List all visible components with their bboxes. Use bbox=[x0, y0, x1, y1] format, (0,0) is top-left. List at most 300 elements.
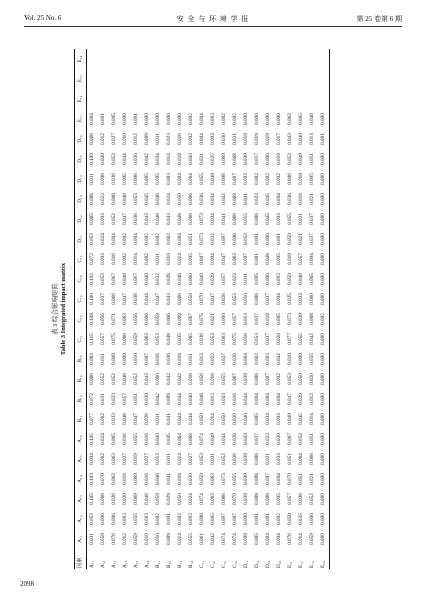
table-cell: 0.063 bbox=[209, 493, 216, 505]
table-cell: 0.003 bbox=[99, 253, 106, 265]
column-header: D₁₁ bbox=[76, 235, 83, 243]
table-cell: 0.066 bbox=[110, 293, 117, 305]
table-cell: 0.048 bbox=[297, 273, 304, 285]
column-header: C₁₁ bbox=[76, 335, 83, 343]
table-cell: 0.044 bbox=[242, 393, 249, 405]
table-cell: 0.035 bbox=[176, 333, 183, 345]
table-cell: 0.073 bbox=[286, 313, 293, 325]
table-cell: 0.024 bbox=[187, 493, 194, 505]
table-cell: 0.053 bbox=[209, 333, 216, 345]
table-cell: 0.004 bbox=[264, 533, 271, 545]
row-label: A₁₃ bbox=[110, 560, 117, 568]
table-cell: 0.021 bbox=[308, 473, 315, 485]
table-cell: 0.033 bbox=[110, 393, 117, 405]
table-cell: 0.020 bbox=[308, 373, 315, 385]
table-cell: 0.083 bbox=[88, 353, 95, 365]
table-row bbox=[120, 49, 131, 569]
table-row bbox=[252, 49, 263, 569]
table-cell: 0.046 bbox=[154, 473, 161, 485]
table-cell: 0.005 bbox=[253, 533, 260, 545]
table-cell: 0.018 bbox=[209, 373, 216, 385]
table-row bbox=[131, 49, 142, 569]
table-cell: 0.000 bbox=[319, 253, 326, 265]
table-cell: 0.040 bbox=[198, 273, 205, 285]
table-cell: 0.047 bbox=[154, 293, 161, 305]
table-cell: 0.059 bbox=[99, 533, 106, 545]
table-cell: 0.075 bbox=[110, 333, 117, 345]
table-cell: 0.115 bbox=[88, 333, 95, 345]
table-cell: 0.051 bbox=[297, 473, 304, 485]
table-cell: 0.063 bbox=[110, 453, 117, 465]
table-cell: 0.027 bbox=[187, 453, 194, 465]
table-cell: 0.021 bbox=[264, 453, 271, 465]
table-cell: 0.042 bbox=[165, 373, 172, 385]
table-cell: 0.027 bbox=[110, 133, 117, 145]
table-cell: 0.014 bbox=[297, 533, 304, 545]
table-cell: 0.066 bbox=[165, 313, 172, 325]
table-cell: 0.000 bbox=[319, 173, 326, 185]
table-cell: 0.009 bbox=[143, 133, 150, 145]
table-cell: 0.036 bbox=[198, 193, 205, 205]
table-cell: 0.004 bbox=[242, 353, 249, 365]
table-cell: 0.072 bbox=[88, 393, 95, 405]
table-cell: 0.000 bbox=[242, 113, 249, 125]
table-cell: 0.068 bbox=[88, 133, 95, 145]
table-cell: 0.008 bbox=[198, 513, 205, 525]
table-cell: 0.109 bbox=[88, 313, 95, 325]
table-cell: 0.017 bbox=[253, 153, 260, 165]
table-cell: 0.100 bbox=[88, 293, 95, 305]
table-cell: 0.003 bbox=[99, 213, 106, 225]
table-cell: 0.013 bbox=[209, 393, 216, 405]
table-cell: 0.068 bbox=[99, 493, 106, 505]
table-row bbox=[318, 49, 330, 569]
table-cell: 0.042 bbox=[275, 353, 282, 365]
table-cell: 0.070 bbox=[286, 473, 293, 485]
table-cell: 0.060 bbox=[154, 373, 161, 385]
table-cell: 0.068 bbox=[231, 213, 238, 225]
table-cell: 0.064 bbox=[176, 433, 183, 445]
table-cell: 0.004 bbox=[209, 253, 216, 265]
table-cell: 0.046 bbox=[308, 113, 315, 125]
column-header: B₁₂ bbox=[76, 395, 83, 403]
row-label: E₁₃ bbox=[308, 561, 315, 568]
table-cell: 0.076 bbox=[110, 533, 117, 545]
row-label: D₁₂ bbox=[253, 560, 260, 568]
table-cell: 0.004 bbox=[176, 173, 183, 185]
table-cell: 0.068 bbox=[308, 313, 315, 325]
table-row bbox=[175, 49, 186, 569]
table-cell: 0.044 bbox=[176, 413, 183, 425]
table-cell: 0.047 bbox=[121, 213, 128, 225]
table-cell: 0.002 bbox=[253, 173, 260, 185]
table-cell: 0.017 bbox=[275, 133, 282, 145]
table-cell: 0.056 bbox=[99, 313, 106, 325]
table-cell: 0.030 bbox=[220, 133, 227, 145]
table-cell: 0.007 bbox=[220, 233, 227, 245]
table-cell: 0.043 bbox=[143, 213, 150, 225]
table-cell: 0.021 bbox=[308, 193, 315, 205]
table-cell: 0.031 bbox=[198, 153, 205, 165]
table-cell: 0.026 bbox=[143, 413, 150, 425]
table-caption-en: Table 3 Integrated impact matrix bbox=[60, 262, 67, 356]
table-cell: 0.046 bbox=[121, 373, 128, 385]
table-cell: 0.043 bbox=[286, 133, 293, 145]
table-cell: 0.056 bbox=[132, 313, 139, 325]
table-cell: 0.057 bbox=[231, 313, 238, 325]
table-cell: 0.037 bbox=[264, 333, 271, 345]
table-cell: 0.004 bbox=[264, 393, 271, 405]
table-cell: 0.013 bbox=[308, 133, 315, 145]
table-cell: 0.037 bbox=[264, 293, 271, 305]
table-cell: 0.067 bbox=[132, 273, 139, 285]
table-cell: 0.001 bbox=[319, 133, 326, 145]
table-cell: 0.061 bbox=[198, 533, 205, 545]
table-cell: 0.060 bbox=[220, 313, 227, 325]
row-label: A₁₆ bbox=[143, 560, 150, 568]
table-cell: 0.007 bbox=[220, 513, 227, 525]
table-cell: 0.000 bbox=[319, 153, 326, 165]
table-cell: 0.003 bbox=[143, 513, 150, 525]
table-cell: 0.005 bbox=[110, 113, 117, 125]
table-cell: 0.010 bbox=[286, 353, 293, 365]
table-cell: 0.038 bbox=[231, 453, 238, 465]
table-row bbox=[142, 49, 153, 569]
table-cell: 0.034 bbox=[264, 413, 271, 425]
table-cell: 0.000 bbox=[319, 493, 326, 505]
table-cell: 0.066 bbox=[187, 213, 194, 225]
table-cell: 0.039 bbox=[242, 153, 249, 165]
table-cell: 0.005 bbox=[253, 273, 260, 285]
table-cell: 0.000 bbox=[319, 113, 326, 125]
table-cell: 0.036 bbox=[132, 153, 139, 165]
table-cell: 0.066 bbox=[121, 333, 128, 345]
table-cell: 0.004 bbox=[253, 393, 260, 405]
column-header: A₁₂ bbox=[76, 515, 83, 523]
table-row bbox=[219, 49, 230, 569]
table-cell: 0.006 bbox=[110, 513, 117, 525]
table-cell: 0.020 bbox=[275, 433, 282, 445]
table-cell: 0.013 bbox=[198, 353, 205, 365]
table-cell: 0.057 bbox=[286, 493, 293, 505]
table-cell: 0.020 bbox=[275, 333, 282, 345]
table-cell: 0.023 bbox=[231, 273, 238, 285]
table-cell: 0.063 bbox=[220, 333, 227, 345]
table-cell: 0.007 bbox=[198, 253, 205, 265]
table-cell: 0.024 bbox=[99, 433, 106, 445]
table-cell: 0.002 bbox=[154, 513, 161, 525]
table-cell: 0.070 bbox=[198, 293, 205, 305]
table-cell: 0.044 bbox=[121, 153, 128, 165]
table-cell: 0.006 bbox=[286, 173, 293, 185]
table-cell: 0.002 bbox=[319, 313, 326, 325]
table-cell: 0.003 bbox=[209, 133, 216, 145]
table-cell: 0.102 bbox=[88, 273, 95, 285]
table-cell: 0.077 bbox=[286, 333, 293, 345]
table-cell: 0.040 bbox=[242, 413, 249, 425]
table-cell: 0.012 bbox=[121, 533, 128, 545]
table-cell: 0.014 bbox=[165, 153, 172, 165]
table-cell: 0.016 bbox=[176, 133, 183, 145]
table-cell: 0.010 bbox=[165, 253, 172, 265]
column-header: B₁₃ bbox=[76, 375, 83, 383]
table-cell: 0.019 bbox=[264, 313, 271, 325]
table-cell: 0.005 bbox=[253, 413, 260, 425]
table-cell: 0.059 bbox=[132, 333, 139, 345]
table-cell: 0.043 bbox=[165, 293, 172, 305]
table-cell: 0.003 bbox=[165, 173, 172, 185]
table-cell: 0.053 bbox=[198, 453, 205, 465]
table-cell: 0.000 bbox=[264, 113, 271, 125]
table-cell: 0.039 bbox=[242, 473, 249, 485]
table-cell: 0.055 bbox=[297, 333, 304, 345]
table-cell: 0.039 bbox=[143, 393, 150, 405]
table-cell: 0.052 bbox=[220, 453, 227, 465]
table-body bbox=[87, 49, 330, 569]
table-cell: 0.003 bbox=[264, 353, 271, 365]
journal-title: 安 全 与 环 境 学 报 bbox=[176, 15, 250, 23]
table-cell: 0.045 bbox=[297, 413, 304, 425]
table-cell: 0.049 bbox=[209, 433, 216, 445]
table-cell: 0.070 bbox=[231, 493, 238, 505]
table-cell: 0.024 bbox=[165, 193, 172, 205]
table-cell: 0.003 bbox=[275, 273, 282, 285]
table-cell: 0.042 bbox=[209, 533, 216, 545]
table-cell: 0.003 bbox=[275, 213, 282, 225]
table-cell: 0.062 bbox=[99, 413, 106, 425]
row-label: B₁₂ bbox=[165, 560, 172, 568]
table-cell: 0.046 bbox=[143, 493, 150, 505]
table-cell: 0.045 bbox=[264, 213, 271, 225]
table-cell: 0.037 bbox=[99, 293, 106, 305]
table-cell: 0.045 bbox=[143, 193, 150, 205]
row-label: E₁₁ bbox=[286, 561, 293, 568]
table-cell: 0.050 bbox=[297, 373, 304, 385]
row-label: A₁₅ bbox=[132, 560, 139, 568]
table-cell: 0.006 bbox=[99, 173, 106, 185]
table-cell: 0.011 bbox=[165, 453, 172, 465]
table-cell: 0.063 bbox=[286, 113, 293, 125]
table-cell: 0.052 bbox=[286, 153, 293, 165]
table-cell: 0.014 bbox=[176, 533, 183, 545]
table-cell: 0.027 bbox=[143, 453, 150, 465]
table-cell: 0.031 bbox=[99, 393, 106, 405]
table-cell: 0.105 bbox=[88, 493, 95, 505]
table-cell: 0.004 bbox=[110, 233, 117, 245]
table-cell: 0.003 bbox=[275, 413, 282, 425]
column-header: D₁₅ bbox=[76, 155, 83, 163]
table-cell: 0.028 bbox=[231, 433, 238, 445]
table-cell: 0.004 bbox=[198, 113, 205, 125]
table-cell: 0.052 bbox=[297, 433, 304, 445]
table-cell: 0.010 bbox=[132, 353, 139, 365]
table-cell: 0.000 bbox=[176, 113, 183, 125]
table-cell: 0.094 bbox=[88, 453, 95, 465]
column-header: A₁₄ bbox=[76, 475, 83, 483]
table-cell: 0.073 bbox=[198, 233, 205, 245]
table-cell: 0.039 bbox=[242, 453, 249, 465]
table-cell: 0.044 bbox=[187, 413, 194, 425]
table-cell: 0.067 bbox=[231, 373, 238, 385]
table-row bbox=[263, 49, 274, 569]
table-cell: 0.000 bbox=[319, 193, 326, 205]
table-cell: 0.052 bbox=[99, 373, 106, 385]
table-cell: 0.100 bbox=[88, 153, 95, 165]
table-cell: 0.050 bbox=[176, 193, 183, 205]
table-cell: 0.002 bbox=[143, 253, 150, 265]
column-header: D₁₂ bbox=[76, 215, 83, 223]
table-cell: 0.011 bbox=[242, 273, 249, 285]
table-cell: 0.034 bbox=[154, 153, 161, 165]
table-cell: 0.037 bbox=[308, 233, 315, 245]
table-cell: 0.067 bbox=[110, 273, 117, 285]
table-cell: 0.019 bbox=[132, 453, 139, 465]
table-cell: 0.059 bbox=[154, 313, 161, 325]
running-header bbox=[24, 14, 402, 26]
row-label: C₁₄ bbox=[231, 560, 238, 568]
table-cell: 0.002 bbox=[165, 233, 172, 245]
table-cell: 0.000 bbox=[242, 513, 249, 525]
table-cell: 0.059 bbox=[308, 533, 315, 545]
table-cell: 0.000 bbox=[143, 113, 150, 125]
table-cell: 0.024 bbox=[99, 233, 106, 245]
table-cell: 0.046 bbox=[198, 393, 205, 405]
table-cell: 0.068 bbox=[110, 193, 117, 205]
volume-issue-cn: 第 25 卷第 6 期 bbox=[356, 15, 402, 23]
table-cell: 0.000 bbox=[319, 453, 326, 465]
rotated-table-block bbox=[50, 49, 377, 569]
row-label: E₁₄ bbox=[319, 561, 326, 568]
table-cell: 0.008 bbox=[220, 173, 227, 185]
table-cell: 0.014 bbox=[176, 253, 183, 265]
table-cell: 0.018 bbox=[187, 373, 194, 385]
table-row bbox=[307, 49, 318, 569]
table-cell: 0.038 bbox=[297, 493, 304, 505]
table-cell: 0.041 bbox=[242, 193, 249, 205]
table-cell: 0.042 bbox=[143, 153, 150, 165]
table-cell: 0.033 bbox=[275, 453, 282, 465]
table-cell: 0.085 bbox=[88, 213, 95, 225]
table-cell: 0.063 bbox=[110, 473, 117, 485]
table-row bbox=[153, 49, 164, 569]
table-cell: 0.035 bbox=[308, 353, 315, 365]
table-cell: 0.007 bbox=[143, 353, 150, 365]
table-cell: 0.002 bbox=[253, 353, 260, 365]
table-cell: 0.074 bbox=[198, 433, 205, 445]
table-cell: 0.002 bbox=[275, 513, 282, 525]
table-cell: 0.010 bbox=[242, 293, 249, 305]
table-cell: 0.074 bbox=[198, 493, 205, 505]
table-cell: 0.039 bbox=[242, 373, 249, 385]
table-cell: 0.007 bbox=[264, 373, 271, 385]
table-cell: 0.004 bbox=[275, 193, 282, 205]
table-cell: 0.031 bbox=[209, 453, 216, 465]
table-cell: 0.057 bbox=[297, 253, 304, 265]
table-cell: 0.002 bbox=[231, 113, 238, 125]
table-cell: 0.048 bbox=[176, 213, 183, 225]
table-cell: 0.005 bbox=[275, 313, 282, 325]
table-cell: 0.010 bbox=[154, 533, 161, 545]
column-header: B₁₄ bbox=[76, 355, 83, 363]
table-cell: 0.000 bbox=[319, 513, 326, 525]
table-cell: 0.085 bbox=[187, 333, 194, 345]
table-cell: 0.069 bbox=[132, 473, 139, 485]
column-header: B₁₁ bbox=[76, 415, 83, 423]
table-cell: 0.032 bbox=[209, 233, 216, 245]
table-cell: 0.041 bbox=[220, 213, 227, 225]
table-cell: 0.003 bbox=[121, 513, 128, 525]
table-cell: 0.005 bbox=[154, 173, 161, 185]
table-row bbox=[274, 49, 285, 569]
table-cell: 0.010 bbox=[143, 533, 150, 545]
table-cell: 0.023 bbox=[99, 193, 106, 205]
table-cell: 0.040 bbox=[297, 133, 304, 145]
table-cell: 0.040 bbox=[187, 393, 194, 405]
table-cell: 0.051 bbox=[132, 393, 139, 405]
table-row bbox=[285, 49, 296, 569]
table-cell: 0.036 bbox=[165, 353, 172, 365]
table-cell: 0.001 bbox=[132, 113, 139, 125]
table-cell: 0.004 bbox=[275, 293, 282, 305]
table-cell: 0.005 bbox=[275, 493, 282, 505]
table-cell: 0.000 bbox=[319, 433, 326, 445]
table-cell: 0.016 bbox=[121, 433, 128, 445]
table-cell: 0.034 bbox=[209, 213, 216, 225]
table-cell: 0.063 bbox=[121, 313, 128, 325]
table-cell: 0.012 bbox=[132, 133, 139, 145]
table-cell: 0.025 bbox=[286, 293, 293, 305]
table-cell: 0.008 bbox=[253, 473, 260, 485]
table-cell: 0.010 bbox=[121, 133, 128, 145]
column-header: A₁₁ bbox=[76, 535, 83, 543]
table-row bbox=[208, 49, 219, 569]
table-cell: 0.007 bbox=[264, 473, 271, 485]
table-cell: 0.004 bbox=[132, 233, 139, 245]
table-cell: 0.006 bbox=[132, 173, 139, 185]
table-cell: 0.000 bbox=[319, 233, 326, 245]
table-cell: 0.000 bbox=[319, 213, 326, 225]
column-header: D₁₄ bbox=[76, 175, 83, 183]
table-cell: 0.044 bbox=[220, 433, 227, 445]
table-cell: 0.006 bbox=[99, 513, 106, 525]
table-cell: 0.105 bbox=[88, 433, 95, 445]
table-cell: 0.001 bbox=[275, 233, 282, 245]
table-cell: 0.011 bbox=[154, 413, 161, 425]
table-cell: 0.035 bbox=[132, 513, 139, 525]
table-cell: 0.066 bbox=[176, 293, 183, 305]
table-cell: 0.044 bbox=[176, 393, 183, 405]
table-cell: 0.009 bbox=[121, 353, 128, 365]
row-label: C₁₂ bbox=[209, 560, 216, 568]
table-cell: 0.000 bbox=[319, 373, 326, 385]
table-cell: 0.001 bbox=[253, 513, 260, 525]
table-cell: 0.000 bbox=[253, 113, 260, 125]
table-cell: 0.048 bbox=[165, 333, 172, 345]
table-cell: 0.011 bbox=[88, 173, 95, 185]
table-cell: 0.040 bbox=[143, 273, 150, 285]
table-cell: 0.053 bbox=[253, 333, 260, 345]
table-cell: 0.019 bbox=[264, 133, 271, 145]
table-cell: 0.051 bbox=[308, 433, 315, 445]
table-cell: 0.049 bbox=[99, 153, 106, 165]
table-cell: 0.021 bbox=[209, 313, 216, 325]
table-cell: 0.032 bbox=[154, 273, 161, 285]
table-cell: 0.004 bbox=[308, 253, 315, 265]
table-cell: 0.059 bbox=[286, 233, 293, 245]
table-cell: 0.049 bbox=[297, 153, 304, 165]
table-cell: 0.053 bbox=[88, 233, 95, 245]
table-cell: 0.036 bbox=[110, 173, 117, 185]
